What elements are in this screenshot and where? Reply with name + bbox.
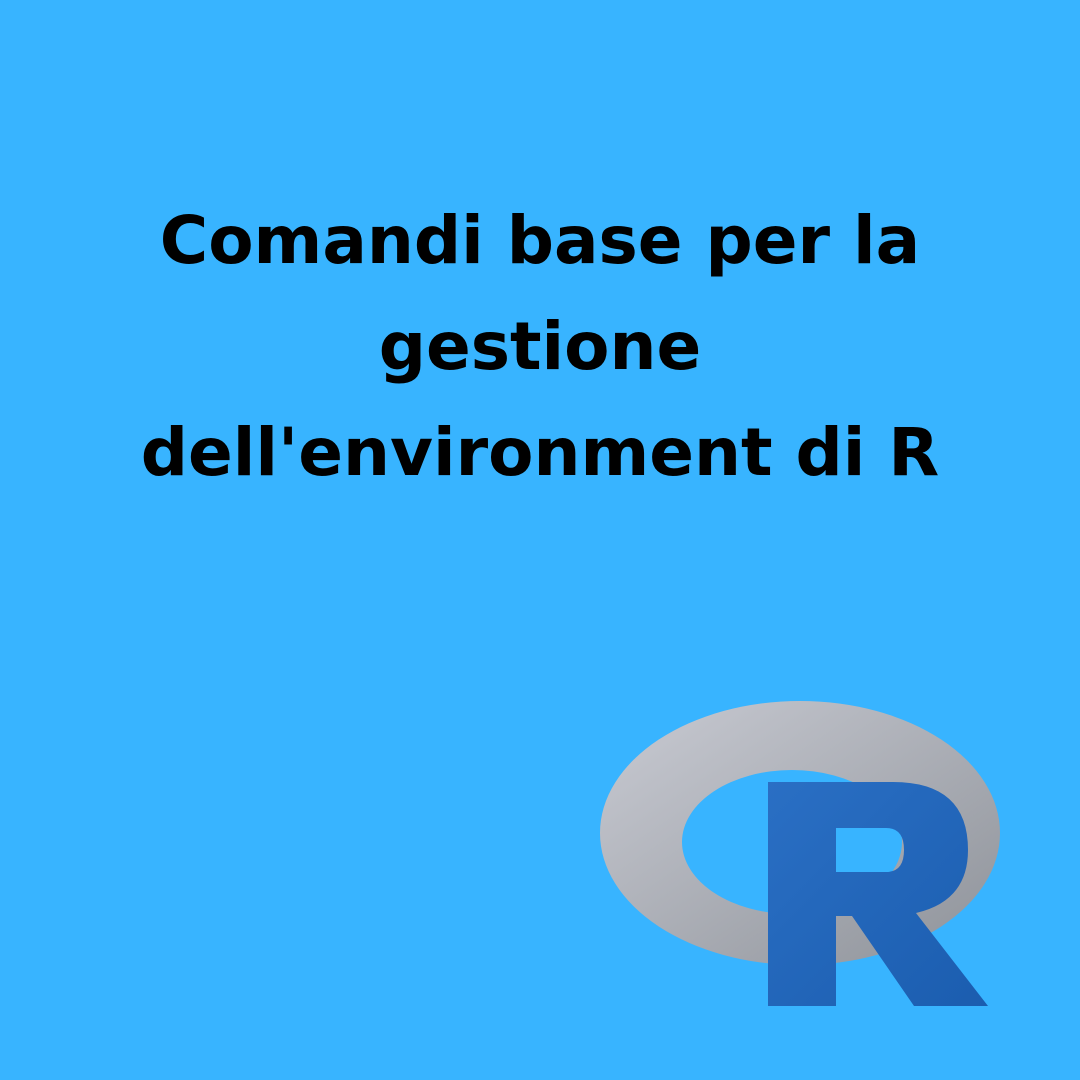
r-language-logo-icon	[600, 700, 1010, 1016]
title-line-3: dell'environment di R	[140, 414, 940, 491]
title-line-2: gestione	[378, 308, 702, 385]
poster-title	[0, 188, 1080, 506]
title-line-1: Comandi base per la	[159, 202, 921, 279]
